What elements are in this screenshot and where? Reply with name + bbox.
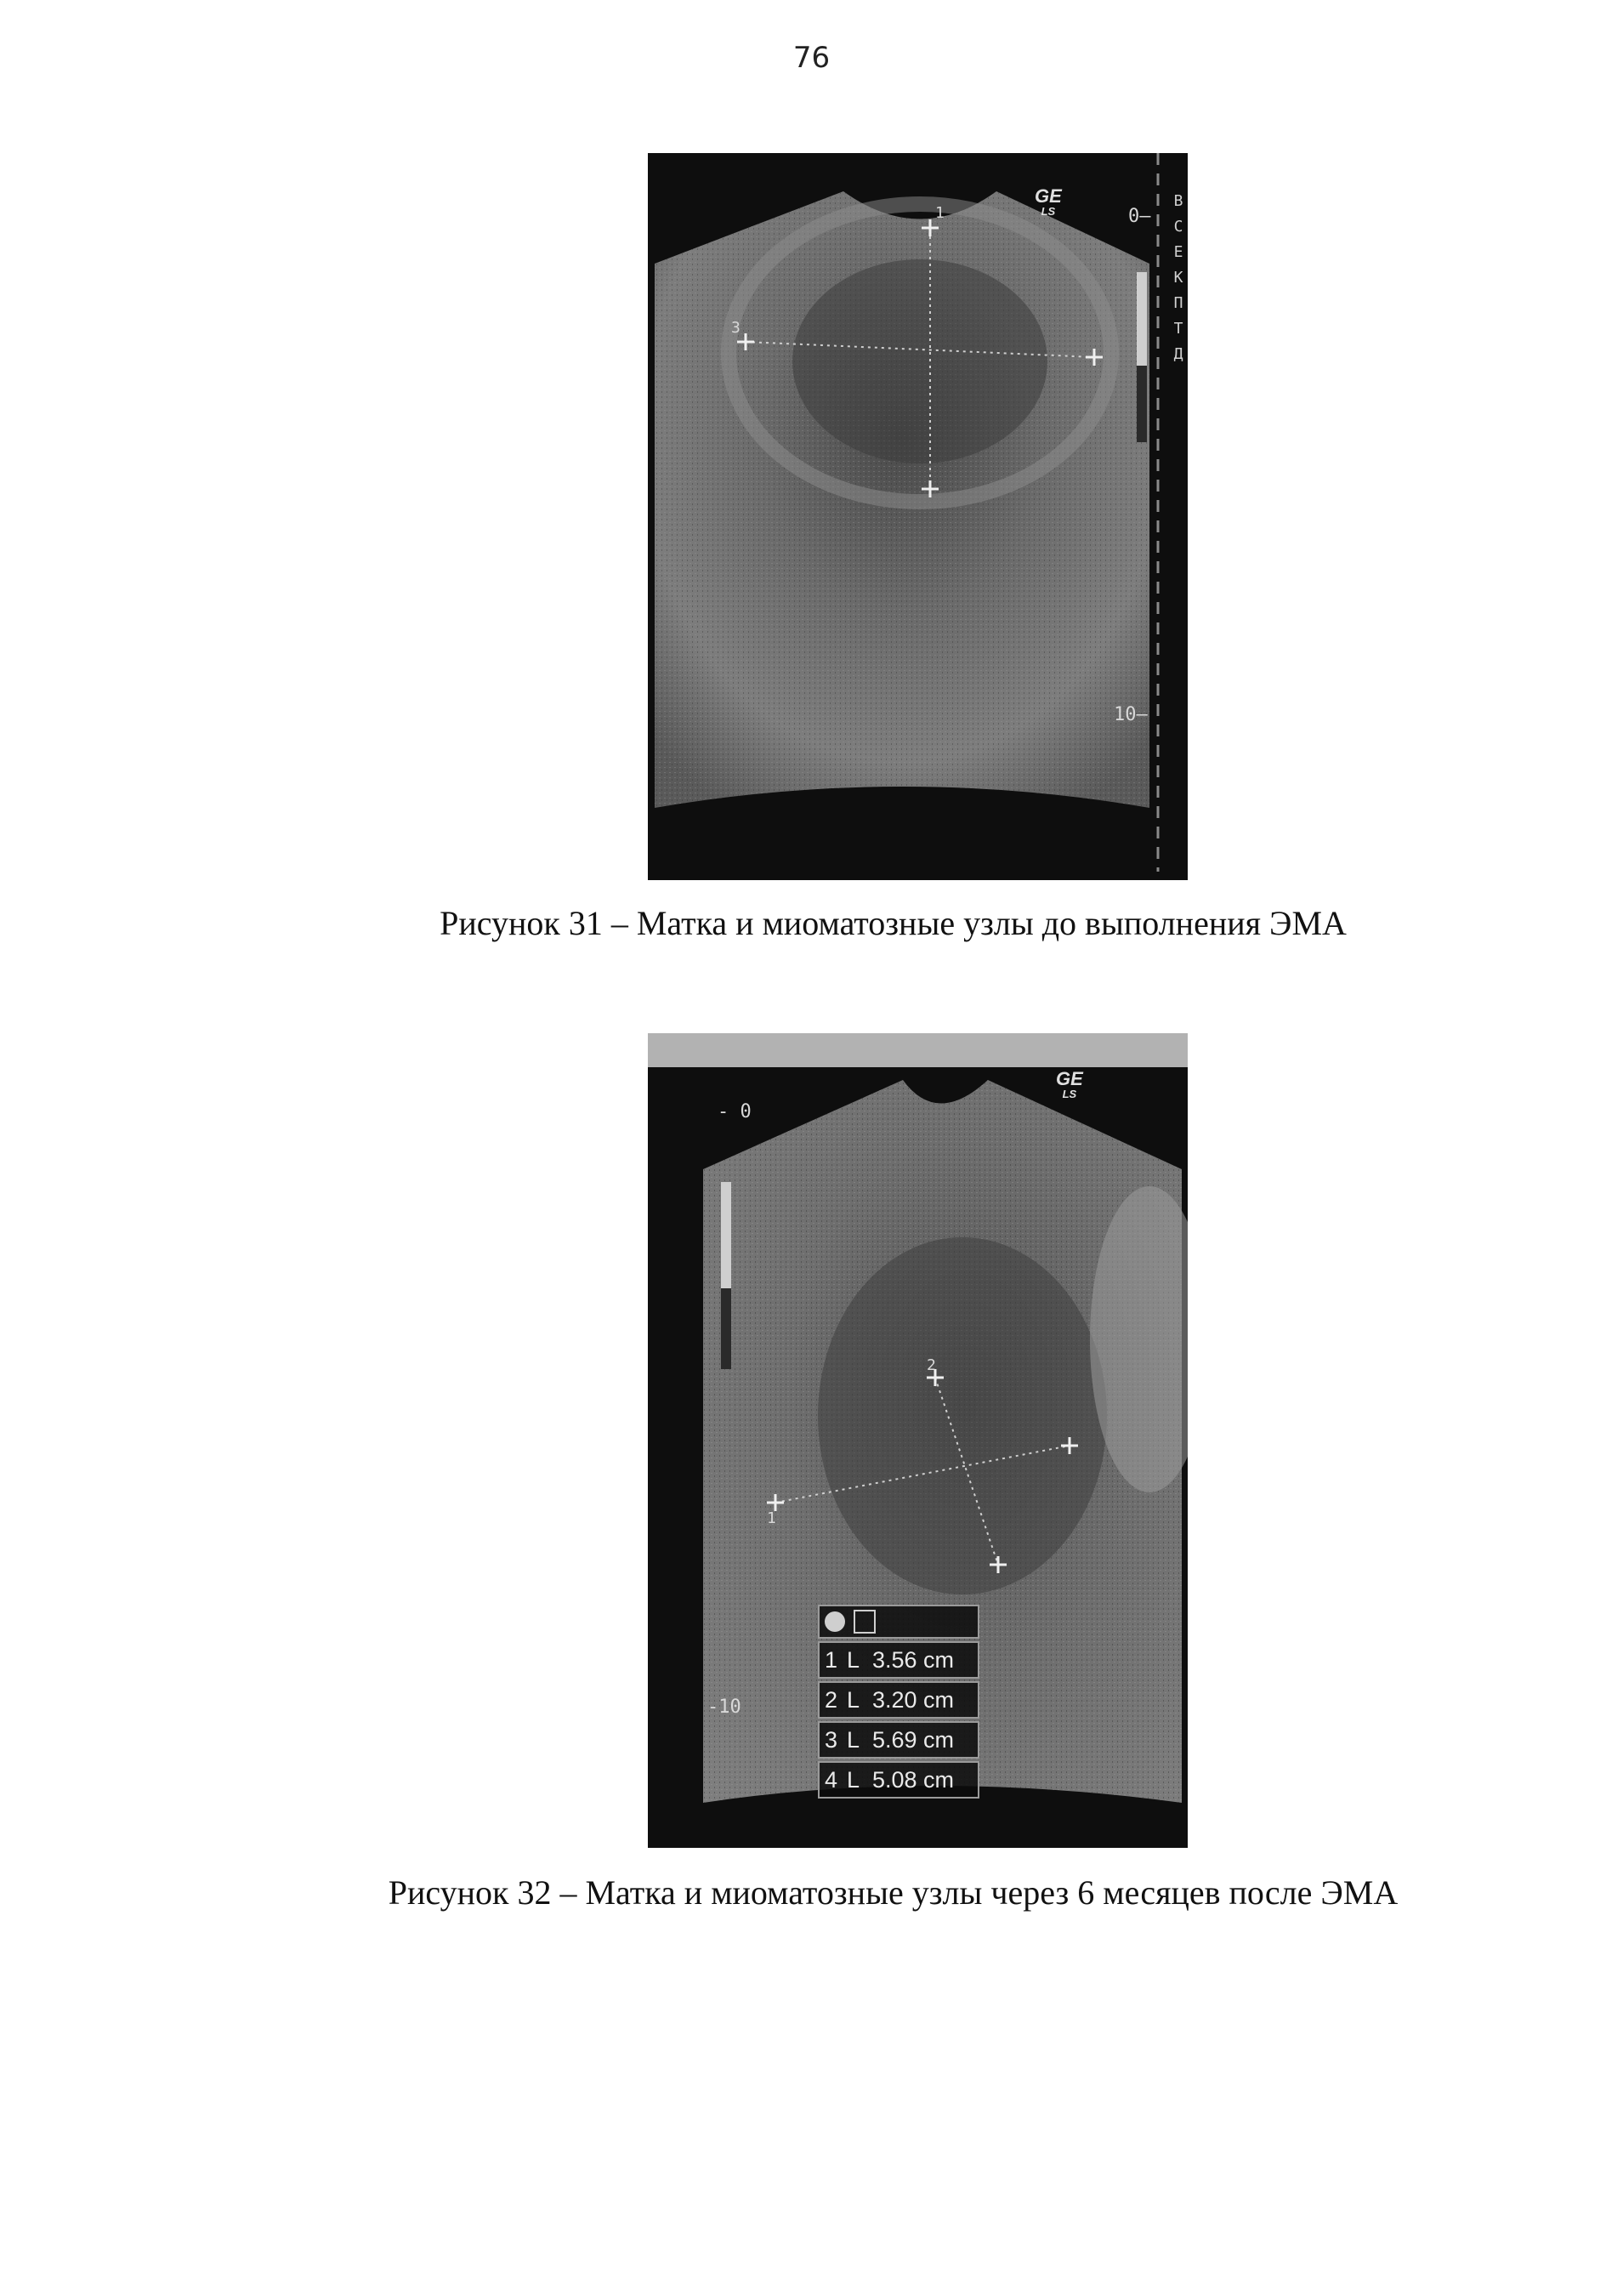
figure-caption-32: Рисунок 32 – Матка и миоматозные узлы через 6 месяцев после ЭМА bbox=[388, 1873, 1399, 1912]
depth-scale-top: - 0 bbox=[718, 1101, 752, 1122]
ge-logo: GE LS bbox=[1035, 185, 1062, 218]
side-letters: В С Е К П Т Д bbox=[1173, 192, 1183, 363]
measure-tool-icon bbox=[854, 1610, 876, 1634]
caliper-marker-label: 1 bbox=[767, 1509, 776, 1527]
record-dot-icon bbox=[825, 1611, 845, 1632]
figure-caption-31: Рисунок 31 – Матка и миоматозные узлы до выполнения ЭМА bbox=[440, 904, 1347, 942]
depth-scale-top: 0— bbox=[1128, 206, 1151, 227]
caliper-marker-label: 1 bbox=[935, 204, 945, 222]
measurement-row: 4 L 5.08 cm bbox=[818, 1761, 979, 1799]
ultrasound-image-32 bbox=[648, 1033, 1188, 1848]
measurement-row: 1 L 3.56 cm bbox=[818, 1641, 979, 1679]
measurement-row: 3 L 5.69 cm bbox=[818, 1721, 979, 1759]
measurement-row: 2 L 3.20 cm bbox=[818, 1681, 979, 1719]
page-number: 76 bbox=[792, 41, 831, 75]
ultrasound-image-31 bbox=[648, 153, 1188, 880]
ultrasound-scan-31 bbox=[648, 153, 1188, 880]
caliper-marker-label: 2 bbox=[927, 1356, 936, 1374]
ge-logo: GE LS bbox=[1056, 1068, 1083, 1100]
caliper-marker-label: 3 bbox=[731, 319, 741, 337]
depth-scale-bottom: 10— bbox=[1114, 704, 1148, 725]
measurement-panel bbox=[818, 1605, 979, 1801]
depth-scale-bottom: -10 bbox=[707, 1696, 741, 1718]
measurement-panel-header bbox=[818, 1605, 979, 1639]
